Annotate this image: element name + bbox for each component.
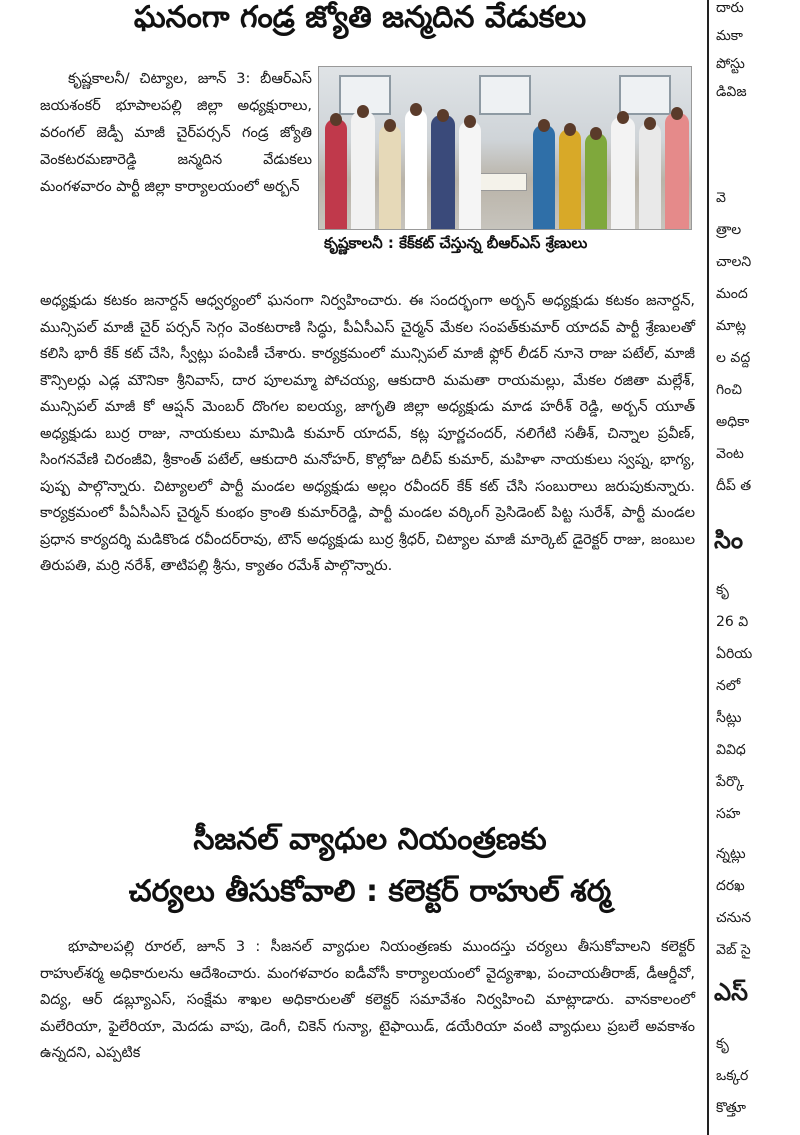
article1-body: అధ్యక్షుడు కటకం జనార్దన్ ఆధ్వర్యంలో ఘనంగా నిర్వహించారు. ఈ సందర్భంగా అర్బన్ అధ్యక్షుడు కటకం జనార్దన్, మున్సిపల్ మాజీ చైర్ పర్సన్ సెగ్గం వెంకటరాణి సిద్ధు, పీఏసీఎస్ చైర్మన్ మేకల సంపత్‌కుమార్ యాదవ్ పార్టీ శ్రేణులతో కలిసి భారీ కేక్ కట్ చేసి, స్వీట్లు పంపిణీ చేశారు. కార్యక్రమంలో మున్సిపల్ మాజీ ఫ్లోర్ లీడర్ నూనె రాజు పటేల్, మాజీ కౌన్సిలర్లు ఎడ్ల మౌనికా శ్రీనివాస్, దార పూలమ్మా పోచయ్య, ఆకుదారి మమతా రాయమల్లు, మేకల రజితా మల్లేశ్, మున్సిపల్ మాజీ కో ఆప్షన్ మెంబర్ దొంగల ఐలయ్య, జాగృతి జిల్లా అధ్యక్షుడు మాడ హరీశ్ రెడ్డి, అర్బన్ యూత్ అధ్యక్షుడు బుర్ర రాజు, నాయకులు మామిడి కుమార్ యాదవ్, కట్ల పూర్ణచందర్, నలిగేటి సతీశ్, చిన్నాల ప్రవీణ్, సింగనవేణి చిరంజీవి, శ్రీకాంత్ పటేల్, ఆకుదారి మనోహర్, కొల్లోజు దిలీప్ కుమార్, మహిళా నాయకులు స్వప్న, భాగ్య, పుష్ప పాల్గొన్నారు. చిట్యాలలో పార్టీ మండల అధ్యక్షుడు అల్లం రవీందర్ కేక్ కట్ చేసి సంబురాలు జరుపుకున్నారు. కార్యక్రమంలో పీఏసీఎస్ చైర్మన్ కుంభం క్రాంతి కుమార్‌రెడ్డి, పార్టీ మండల వర్కింగ్ ప్రెసిడెంట్ పిట్ట సురేశ్, పార్టీ మండల ప్రధాన కార్యదర్శి మడికొండ రవీందర్‌రావు, టౌన్ అధ్యక్షుడు బుర్ర శ్రీధర్, చిట్యాల మాజీ మార్కెట్ డైరెక్టర్ రాజు, జంబుల తిరుపతి, మర్రి నరేశ్, తాటిపల్లి శ్రీను, క్యాతం రమేశ్ పాల్గొన్నారు. (40, 293, 695, 574)
photo-person (405, 109, 427, 229)
photo-person-head (437, 109, 449, 122)
side-text-fragment: అధికా (716, 414, 750, 430)
side-text-fragment: దరఖ (716, 878, 745, 894)
photo-person-head (384, 119, 396, 132)
side-heading-fragment: సిం (714, 526, 744, 554)
photo-person-head (538, 119, 550, 132)
side-text-fragment: చనున (716, 910, 752, 926)
photo-person-head (617, 111, 629, 124)
article2-headline-line2: చర్యలు తీసుకోవాలి : కలెక్టర్ రాహుల్ శర్మ (128, 874, 612, 909)
photo-person-head (644, 117, 656, 130)
photo-person (459, 121, 481, 229)
column-divider (707, 0, 709, 1135)
article1-lead-paragraph (40, 66, 312, 201)
photo-person (639, 123, 661, 229)
photo-person-head (564, 123, 576, 136)
side-text-fragment: ఒక్కర (716, 1068, 749, 1084)
side-text-fragment: కృ (716, 582, 729, 598)
side-text-fragment: పోస్టు (716, 56, 745, 72)
photo-person (431, 115, 455, 229)
photo-person-head (330, 113, 342, 126)
side-text-fragment: వె (716, 190, 726, 206)
side-text-fragment: సహ (716, 806, 741, 822)
photo-person (379, 125, 401, 229)
photo-person-head (357, 105, 369, 118)
photo-person (611, 117, 635, 229)
photo-person (559, 129, 581, 229)
photo-person (533, 125, 555, 229)
photo-person-head (464, 115, 476, 128)
side-text-fragment: దీప్ త (716, 478, 752, 494)
article2-body-paragraph (40, 934, 695, 1067)
side-text-fragment: న్నట్లు (716, 846, 746, 862)
photo-person (585, 133, 607, 229)
photo-person (325, 119, 347, 229)
side-text-fragment: త్రాల (716, 222, 742, 238)
photo-person (351, 111, 375, 229)
article2-body: భూపాలపల్లి రూరల్, జూన్ 3 : సీజనల్ వ్యాధుల నియంత్రణకు ముందస్తు చర్యలు తీసుకోవాలని కలెక్టర్ రాహుల్‌శర్మ అధికారులను ఆదేశించారు. మంగళవారం ఐడీవోసీ కార్యాలయంలో వైద్యశాఖ, పంచాయతీరాజ్, డీఆర్డీవో, విద్య, ఆర్ డబ్ల్యూఎస్, సంక్షేమ శాఖల అధికారులతో కలెక్టర్ సమావేశం నిర్వహించి మాట్లాడారు. వానకాలంలో మలేరియా, ఫైలేరియా, మెదడు వాపు, డెంగీ, చికెన్ గున్యా, టైఫాయిడ్, డయేరియా వంటి వ్యాధులు ప్రబలే అవకాశం ఉన్నదని, ఎప్పటిక (40, 939, 695, 1061)
article2-headline-line1: సీజనల్ వ్యాధుల నియంత్రణకు (193, 822, 547, 857)
photo-person-head (410, 103, 422, 116)
side-text-fragment: ల వద్ద (716, 350, 751, 366)
side-text-fragment: డివిజ (716, 84, 747, 100)
photo-person-head (671, 107, 683, 120)
side-text-fragment: వివిధ (716, 742, 746, 758)
article1-headline: ఘనంగా గండ్ర జ్యోతి జన్మదిన వేడుకలు (133, 0, 587, 35)
article1-photo-caption: కృష్ణకాలనీ : కేక్‌కట్ చేస్తున్న బీఆర్ఎస్ శ్రేణులు (324, 234, 588, 252)
side-heading-fragment: ఎస్ (714, 978, 748, 1006)
side-text-fragment: మకా (716, 28, 743, 44)
photo-window (619, 75, 671, 115)
side-text-fragment: కృ (716, 1036, 729, 1052)
side-text-fragment: మంద (716, 286, 748, 302)
photo-window (479, 75, 531, 115)
side-text-fragment: మాట్ల (716, 318, 747, 334)
photo-person (665, 113, 689, 229)
side-text-fragment: చాలని (716, 254, 752, 270)
article1-photo (318, 66, 692, 230)
side-text-fragment: కొత్తూ (716, 1100, 746, 1116)
side-text-fragment: ఏరియ (716, 646, 753, 662)
side-text-fragment: పేర్కొ (716, 774, 744, 790)
side-text-fragment: 26 వి (716, 614, 749, 630)
side-text-fragment: దారు (716, 0, 744, 16)
side-text-fragment: వెబ్ సై (716, 942, 751, 958)
side-text-fragment: వెంట (716, 446, 744, 462)
article1-lead-text: కృష్ణకాలనీ/ చిట్యాల, జూన్ 3: బీఆర్ఎస్ జయశంకర్ భూపాలపల్లి జిల్లా అధ్యక్షురాలు, వరంగల్ జెడ్పీ మాజీ చైర్‌పర్సన్ గండ్ర జ్యోతి వెంకటరమణారెడ్డి జన్మదిన వేడుకలు మంగళవారం పార్టీ జిల్లా కార్యాలయంలో అర్బన్ (40, 71, 312, 195)
photo-person-head (590, 127, 602, 140)
side-text-fragment: గించి (716, 382, 742, 398)
side-text-fragment: సీట్లు (716, 710, 742, 726)
adjacent-column-fragment (712, 0, 800, 1135)
side-text-fragment: నలో (716, 678, 741, 694)
